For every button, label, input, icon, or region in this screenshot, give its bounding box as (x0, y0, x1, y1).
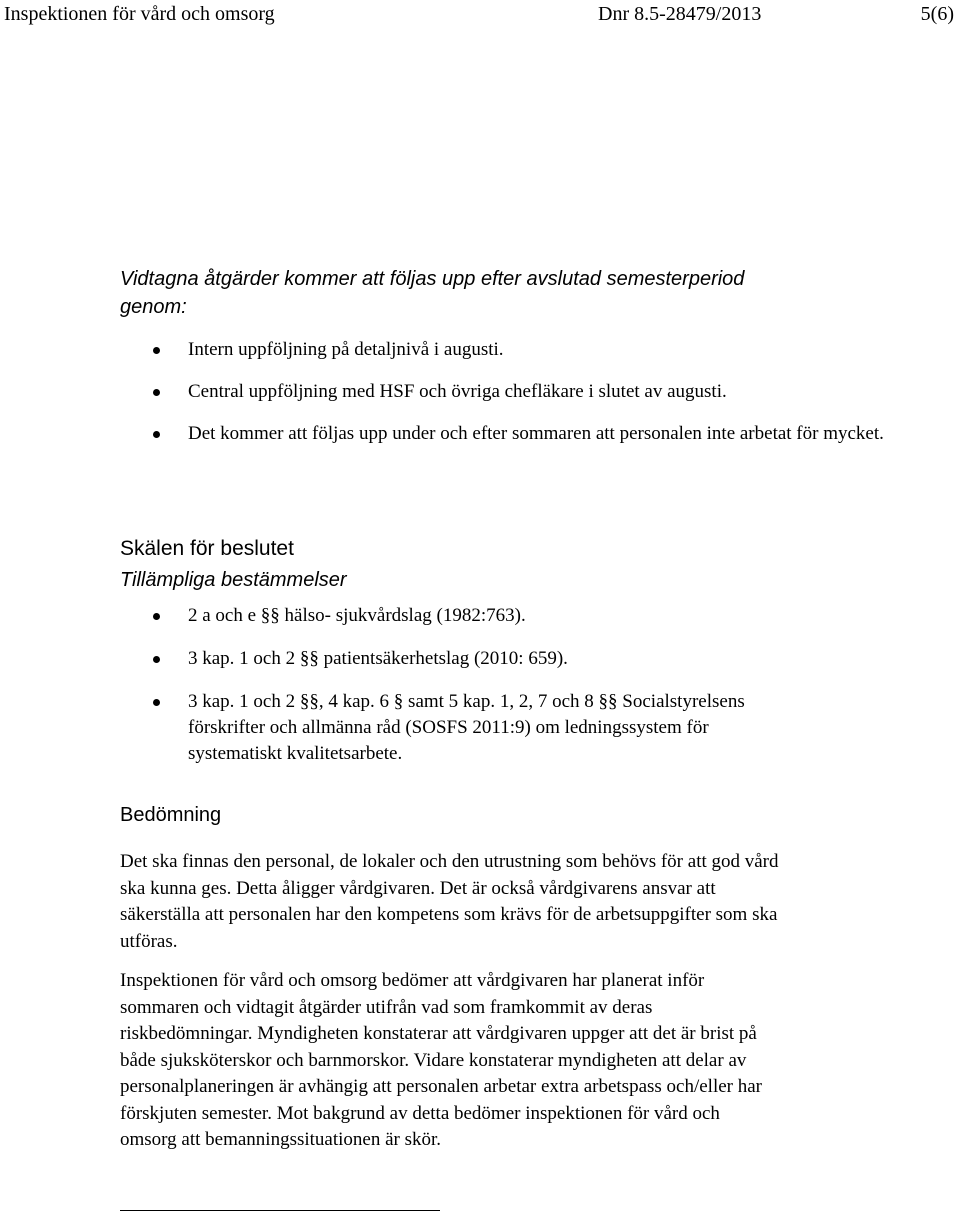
list-item-text: 3 kap. 1 och 2 §§ patientsäkerhetslag (2010: 659). (188, 648, 568, 669)
section-subheading-provisions: Tillämpliga bestämmelser (120, 569, 347, 591)
header-reference: Dnr 8.5-28479/2013 (598, 3, 762, 25)
list-item (150, 689, 758, 767)
section-heading-assessment: Bedömning (120, 804, 222, 826)
bullet-icon (153, 656, 160, 663)
bullet-icon (153, 431, 160, 438)
list-item-text: 2 a och e §§ hälso- sjukvårdslag (1982:763). (188, 605, 526, 626)
list-item-text: Intern uppföljning på detaljnivå i augusti. (188, 339, 504, 360)
assessment-paragraph-1: Det ska finnas den personal, de lokaler och den utrustning som behövs för att god vård ska kunna ges. Detta åligger vårdgivaren. Det är också vårdgivarens ansvar att säkerställa att personalen har den kompetens som krävs för de arbetsuppgifter som ska utföras. (120, 851, 779, 952)
page-header (0, 0, 960, 32)
header-page-number: 5(6) (920, 3, 954, 25)
list-item-text: Central uppföljning med HSF och övriga chefläkare i slutet av augusti. (188, 381, 727, 402)
section-heading-reasons: Skälen för beslutet (120, 537, 294, 560)
bullet-icon (153, 389, 160, 396)
followup-list (150, 337, 884, 463)
list-item (150, 603, 758, 629)
assessment-paragraph-2: Inspektionen för vård och omsorg bedömer att vårdgivaren har planerat inför sommaren och vidtagit åtgärder utifrån vad som framkommit av deras riskbedömningar. Myndigheten konstaterar att vårdgivaren uppger att det är brist på både sjuksköterskor och barnmorskor. Vidare konstaterar myndigheten att delar av personalplaneringen är avhängig att personalen arbetar extra arbetspass och/eller har förskjuten semester. Mot bakgrund av detta bedömer inspektionen för vård och omsorg att bemanningssituationen är skör. (120, 970, 763, 1150)
bullet-icon (153, 699, 160, 706)
list-item-text: 3 kap. 1 och 2 §§, 4 kap. 6 § samt 5 kap. 1, 2, 7 och 8 §§ Socialstyrelsens förskrifter och allmänna råd (SOSFS 2011:9) om ledningssystem för systematiskt kvalitetsarbete. (188, 691, 745, 764)
bullet-icon (153, 347, 160, 354)
list-item (150, 646, 758, 672)
list-item (150, 337, 884, 363)
intro-text: Vidtagna åtgärder kommer att följas upp efter avslutad semesterperiod genom: (120, 268, 745, 318)
list-item (150, 379, 884, 405)
header-organization: Inspektionen för vård och omsorg (4, 3, 275, 25)
provisions-list (150, 603, 758, 784)
footnote-separator (120, 1210, 440, 1211)
list-item (150, 421, 884, 447)
list-item-text: Det kommer att följas upp under och efter sommaren att personalen inte arbetat för mycket. (188, 423, 884, 444)
bullet-icon (153, 613, 160, 620)
